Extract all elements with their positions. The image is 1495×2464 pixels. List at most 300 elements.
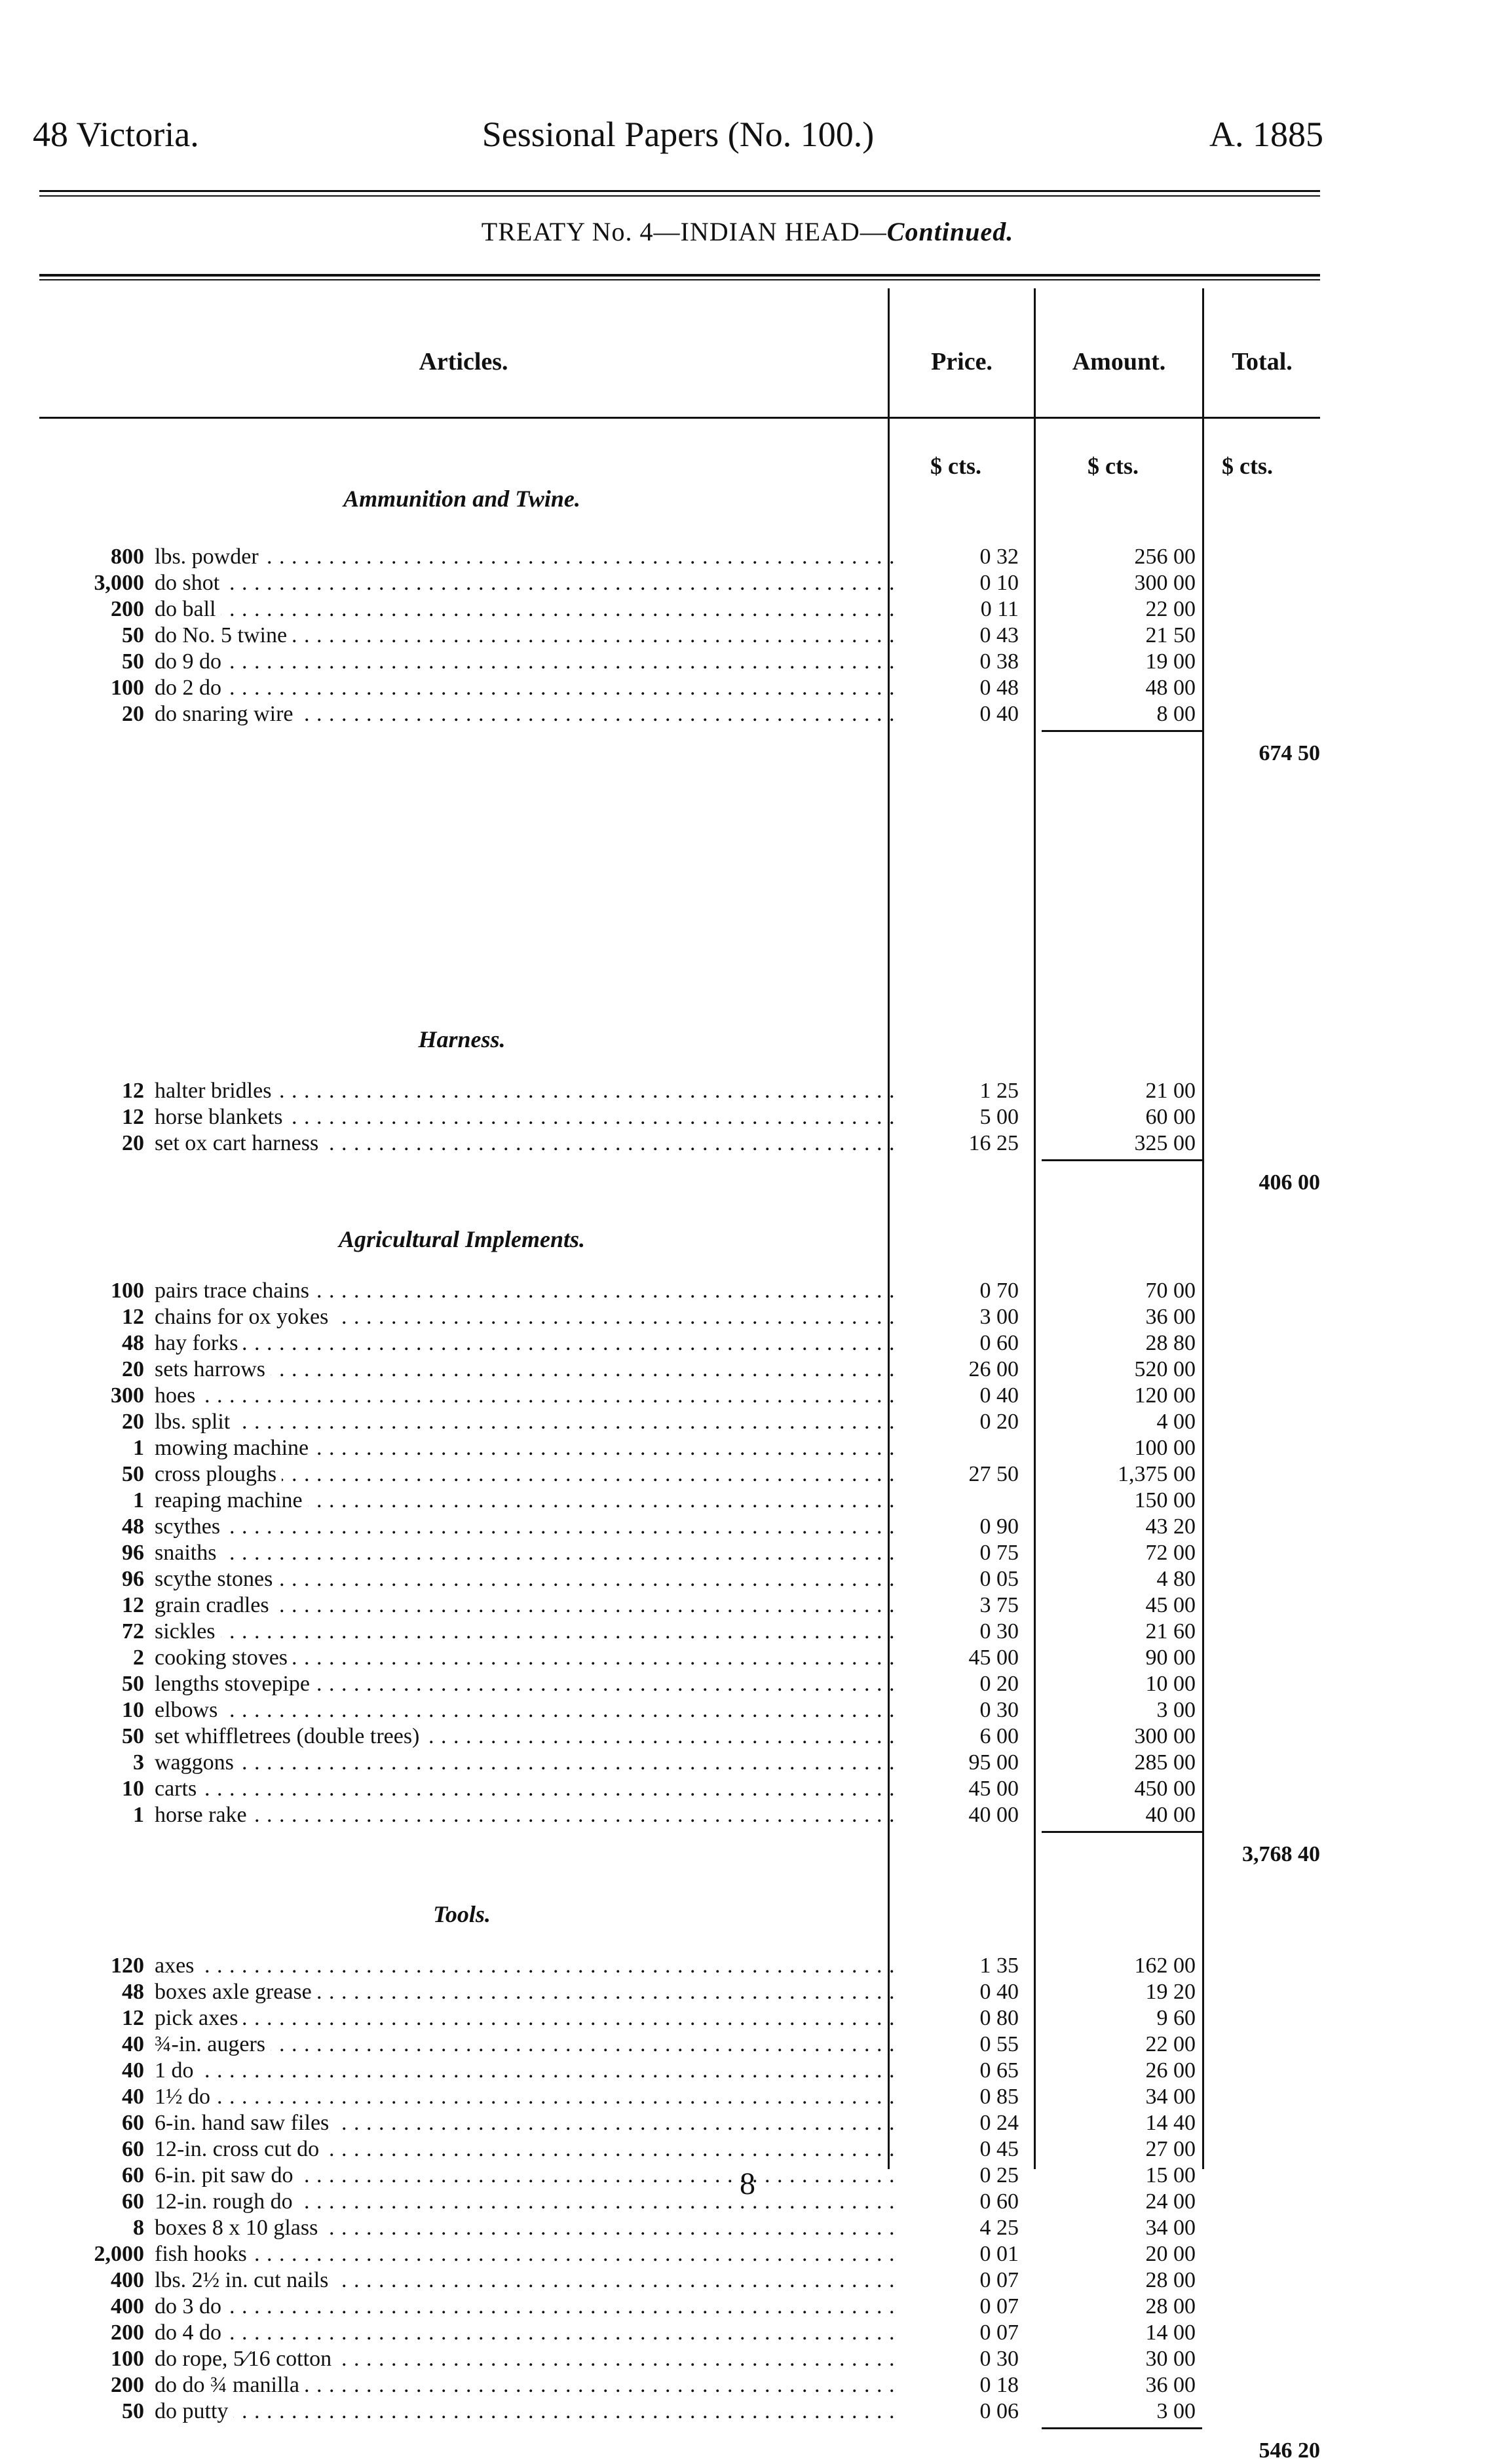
row-description: [155, 701, 898, 727]
row-description: [155, 2215, 898, 2241]
row-description-text: pairs trace chains: [155, 1279, 314, 1303]
row-amount: 10 00: [1145, 1672, 1196, 1696]
table-row: [39, 1802, 1320, 1828]
row-amount: 72 00: [1145, 1541, 1196, 1565]
table-row: [39, 596, 1320, 623]
row-price: 0 45: [979, 2137, 1019, 2161]
row-amount: 24 00: [1145, 2189, 1196, 2214]
row-amount: 60 00: [1145, 1105, 1196, 1129]
row-description: [155, 2267, 898, 2294]
row-quantity: 96: [122, 1541, 144, 1565]
row-price: 0 24: [979, 2111, 1019, 2135]
row-description: [155, 1566, 898, 1592]
row-amount: 28 00: [1145, 2294, 1196, 2319]
row-quantity: 100: [111, 1279, 144, 1303]
row-description-text: do do ¾ manilla: [155, 2373, 305, 2397]
subtotal-rule: [1042, 730, 1202, 732]
section-title: Tools.: [433, 1901, 491, 1927]
table-row: [39, 1383, 1320, 1409]
row-description-text: reaping machine: [155, 1488, 308, 1512]
row-quantity: 100: [111, 676, 144, 700]
row-price: 0 10: [979, 571, 1019, 595]
row-description: [155, 2136, 898, 2163]
row-quantity: 120: [111, 1954, 144, 1978]
row-price: 0 38: [979, 649, 1019, 674]
row-description-text: do 9 do: [155, 649, 227, 674]
row-description: [155, 1671, 898, 1697]
row-description: [155, 1435, 898, 1461]
row-description: [155, 1645, 898, 1671]
table-top-rule: [39, 274, 1320, 277]
row-quantity: 12: [122, 2006, 144, 2030]
table-row: [39, 1461, 1320, 1488]
row-amount: 22 00: [1145, 2032, 1196, 2056]
row-description-text: hoes: [155, 1383, 200, 1408]
row-price: 0 20: [979, 1672, 1019, 1696]
row-quantity: 20: [122, 702, 144, 726]
row-amount: 3 00: [1156, 1698, 1196, 1722]
section-total-row: [39, 741, 1320, 767]
row-price: 27 50: [968, 1462, 1019, 1486]
row-description-text: do ball: [155, 597, 221, 621]
row-description: [155, 1723, 898, 1750]
row-amount: 150 00: [1134, 1488, 1196, 1512]
row-quantity: 200: [111, 2320, 144, 2345]
subtotal-rule: [1042, 1159, 1202, 1161]
row-price: 0 40: [979, 702, 1019, 726]
row-description: [155, 675, 898, 701]
section-total: 406 00: [1258, 1170, 1320, 1195]
row-price: 0 20: [979, 1410, 1019, 1434]
row-description: [155, 1619, 898, 1645]
row-description: [155, 2110, 898, 2136]
table-row: [39, 570, 1320, 596]
row-description: [155, 544, 898, 570]
row-description-text: grain cradles: [155, 1593, 274, 1617]
supplies-table: [39, 288, 1320, 2463]
row-amount: 28 80: [1145, 1331, 1196, 1355]
row-amount: 9 60: [1156, 2006, 1196, 2030]
table-row: [39, 1953, 1320, 1979]
subtitle-main: TREATY No. 4—INDIAN HEAD—: [481, 217, 887, 246]
row-description-text: elbows: [155, 1698, 223, 1722]
row-price: 16 25: [968, 1131, 1019, 1155]
row-amount: 21 60: [1145, 1619, 1196, 1644]
amount-units: $ cts.: [1088, 453, 1139, 479]
row-price: 6 00: [979, 1724, 1019, 1748]
row-quantity: 200: [111, 597, 144, 621]
section-title: Agricultural Implements.: [338, 1226, 586, 1252]
table-row: [39, 544, 1320, 570]
row-description: [155, 2031, 898, 2058]
table-top-rule-thin: [39, 279, 1320, 280]
row-description-text: do 3 do: [155, 2294, 227, 2319]
row-description: [155, 2241, 898, 2267]
subtotal-rule: [1042, 1831, 1202, 1833]
section-total: 546 20: [1258, 2438, 1320, 2463]
row-quantity: 12: [122, 1305, 144, 1329]
row-quantity: 60: [122, 2137, 144, 2161]
row-quantity: 2,000: [94, 2242, 144, 2266]
row-quantity: 50: [122, 2399, 144, 2423]
table-row: [39, 1104, 1320, 1130]
row-description: [155, 1514, 898, 1540]
row-description: [155, 1330, 898, 1357]
row-amount: 256 00: [1134, 545, 1196, 569]
table-row: [39, 1488, 1320, 1514]
row-description: [155, 1979, 898, 2005]
table-row: [39, 649, 1320, 675]
row-amount: 90 00: [1145, 1646, 1196, 1670]
row-description-text: pick axes: [155, 2006, 243, 2030]
row-amount: 30 00: [1145, 2347, 1196, 2371]
row-quantity: 20: [122, 1131, 144, 1155]
row-price: 0 25: [979, 2163, 1019, 2187]
table-row: [39, 2084, 1320, 2110]
table-row: [39, 1304, 1320, 1330]
row-description-text: mowing machine: [155, 1436, 314, 1460]
table-row: [39, 1278, 1320, 1304]
row-price: 0 07: [979, 2320, 1019, 2345]
row-amount: 520 00: [1134, 1357, 1196, 1381]
table-row: [39, 2215, 1320, 2241]
header-center: Sessional Papers (No. 100.): [482, 115, 875, 154]
row-description-text: snaiths: [155, 1541, 221, 1565]
row-description: [155, 1697, 898, 1723]
row-quantity: 200: [111, 2373, 144, 2397]
row-amount: 162 00: [1134, 1954, 1196, 1978]
row-price: 0 18: [979, 2373, 1019, 2397]
row-price: 0 30: [979, 1619, 1019, 1644]
row-price: 0 75: [979, 1541, 1019, 1565]
row-price: 0 48: [979, 676, 1019, 700]
header-underline: [39, 417, 1320, 419]
row-description-text: cross ploughs: [155, 1462, 282, 1486]
section-title: Harness.: [418, 1026, 506, 1052]
section-total-row: [39, 1170, 1320, 1196]
row-quantity: 50: [122, 623, 144, 647]
row-description-text: do No. 5 twine: [155, 623, 292, 647]
row-quantity: 100: [111, 2347, 144, 2371]
row-description-text: do putty: [155, 2399, 233, 2423]
row-amount: 36 00: [1145, 2373, 1196, 2397]
row-description: [155, 649, 898, 675]
row-description: [155, 1953, 898, 1979]
row-price: 3 75: [979, 1593, 1019, 1617]
row-price: 1 25: [979, 1079, 1019, 1103]
header-rule-thin: [39, 195, 1320, 197]
row-quantity: 10: [122, 1777, 144, 1801]
row-quantity: 1: [133, 1436, 144, 1460]
row-description: [155, 2058, 898, 2084]
row-amount: 34 00: [1145, 2085, 1196, 2109]
row-quantity: 800: [111, 545, 144, 569]
row-description-text: boxes 8 x 10 glass: [155, 2216, 323, 2240]
row-quantity: 10: [122, 1698, 144, 1722]
table-row: [39, 2136, 1320, 2163]
header-right: A. 1885: [1209, 115, 1323, 154]
col-header-articles: Articles.: [419, 348, 508, 375]
row-price: 0 05: [979, 1567, 1019, 1591]
row-price: 0 07: [979, 2294, 1019, 2319]
row-amount: 14 00: [1145, 2320, 1196, 2345]
row-description-text: lbs. split: [155, 1410, 235, 1434]
row-quantity: 50: [122, 1672, 144, 1696]
row-amount: 4 00: [1156, 1410, 1196, 1434]
row-description: [155, 1104, 898, 1130]
row-price: 0 06: [979, 2399, 1019, 2423]
row-description: [155, 2398, 898, 2425]
row-description: [155, 596, 898, 623]
row-quantity: 8: [133, 2216, 144, 2240]
row-description: [155, 2372, 898, 2398]
row-amount: 19 20: [1145, 1980, 1196, 2004]
row-quantity: 3: [133, 1750, 144, 1775]
table-row: [39, 1130, 1320, 1157]
table-row: [39, 1514, 1320, 1540]
table-row: [39, 2110, 1320, 2136]
row-description: [155, 1776, 898, 1802]
row-amount: 40 00: [1145, 1803, 1196, 1827]
table-row: [39, 2267, 1320, 2294]
row-amount: 450 00: [1134, 1777, 1196, 1801]
row-price: 3 00: [979, 1305, 1019, 1329]
row-amount: 300 00: [1134, 1724, 1196, 1748]
table-row: [39, 1750, 1320, 1776]
row-description-text: scythes: [155, 1514, 225, 1539]
row-quantity: 48: [122, 1514, 144, 1539]
row-price: 0 30: [979, 1698, 1019, 1722]
table-row: [39, 1330, 1320, 1357]
row-quantity: 60: [122, 2111, 144, 2135]
row-price: 0 70: [979, 1279, 1019, 1303]
row-description: [155, 1461, 898, 1488]
row-description-text: 1 do: [155, 2058, 199, 2083]
row-price: 0 43: [979, 623, 1019, 647]
row-description-text: lbs. 2½ in. cut nails: [155, 2268, 333, 2292]
row-amount: 34 00: [1145, 2216, 1196, 2240]
row-description-text: waggons: [155, 1750, 239, 1775]
table-row: [39, 1435, 1320, 1461]
page-header: [33, 105, 1323, 164]
row-quantity: 3,000: [94, 571, 144, 595]
section-total-row: [39, 1841, 1320, 1868]
row-amount: 14 40: [1145, 2111, 1196, 2135]
row-quantity: 48: [122, 1980, 144, 2004]
table-row: [39, 2005, 1320, 2031]
row-quantity: 400: [111, 2268, 144, 2292]
row-amount: 100 00: [1134, 1436, 1196, 1460]
row-description: [155, 2084, 898, 2110]
row-description: [155, 2320, 898, 2346]
row-description: [155, 623, 898, 649]
row-description: [155, 2005, 898, 2031]
row-description-text: sets harrows: [155, 1357, 271, 1381]
row-description-text: boxes axle grease: [155, 1980, 317, 2004]
row-description-text: do 2 do: [155, 676, 227, 700]
table-row: [39, 1645, 1320, 1671]
table-row: [39, 2031, 1320, 2058]
table-row: [39, 2398, 1320, 2425]
row-description-text: do rope, 5⁄16 cotton: [155, 2347, 337, 2371]
row-description: [155, 1304, 898, 1330]
table-row: [39, 1619, 1320, 1645]
row-amount: 300 00: [1134, 571, 1196, 595]
row-description-text: fish hooks: [155, 2242, 252, 2266]
row-quantity: 40: [122, 2032, 144, 2056]
row-description-text: do 4 do: [155, 2320, 227, 2345]
row-price: 0 60: [979, 1331, 1019, 1355]
table-row: [39, 2346, 1320, 2372]
row-description-text: do snaring wire: [155, 702, 299, 726]
row-description-text: carts: [155, 1777, 202, 1801]
row-quantity: 1: [133, 1803, 144, 1827]
row-quantity: 50: [122, 1724, 144, 1748]
row-price: 0 90: [979, 1514, 1019, 1539]
row-price: 95 00: [968, 1750, 1019, 1775]
table-row: [39, 1671, 1320, 1697]
row-amount: 22 00: [1145, 597, 1196, 621]
row-price: 0 40: [979, 1383, 1019, 1408]
table-row: [39, 1776, 1320, 1802]
section-total: 3,768 40: [1242, 1842, 1320, 1866]
table-row: [39, 1357, 1320, 1383]
row-quantity: 48: [122, 1331, 144, 1355]
row-amount: 1,375 00: [1118, 1462, 1196, 1486]
row-amount: 8 00: [1156, 702, 1196, 726]
subtotal-rule: [1042, 2427, 1202, 2429]
row-description-text: set whiffletrees (double trees): [155, 1724, 425, 1748]
row-description: [155, 2346, 898, 2372]
row-description: [155, 1488, 898, 1514]
row-quantity: 20: [122, 1357, 144, 1381]
section-total-row: [39, 2438, 1320, 2464]
row-price: 45 00: [968, 1777, 1019, 1801]
row-description-text: do shot: [155, 571, 225, 595]
row-description-text: hay forks: [155, 1331, 243, 1355]
row-quantity: 50: [122, 1462, 144, 1486]
row-quantity: 300: [111, 1383, 144, 1408]
col-header-price: Price.: [931, 348, 993, 375]
row-quantity: 20: [122, 1410, 144, 1434]
table-row: [39, 2320, 1320, 2346]
table-row: [39, 675, 1320, 701]
row-quantity: 12: [122, 1079, 144, 1103]
row-description-text: 12-in. cross cut do: [155, 2137, 324, 2161]
row-description-text: halter bridles: [155, 1079, 276, 1103]
table-row: [39, 701, 1320, 727]
row-description: [155, 1278, 898, 1304]
row-description-text: set ox cart harness: [155, 1131, 324, 1155]
row-quantity: 400: [111, 2294, 144, 2319]
row-description-text: axes: [155, 1954, 199, 1978]
row-description-text: 6-in. hand saw files: [155, 2111, 334, 2135]
row-price: 4 25: [979, 2216, 1019, 2240]
row-description-text: scythe stones: [155, 1567, 278, 1591]
row-amount: 21 00: [1145, 1079, 1196, 1103]
row-amount: 4 80: [1156, 1567, 1196, 1591]
table-row: [39, 1979, 1320, 2005]
row-amount: 19 00: [1145, 649, 1196, 674]
section-title: Ammunition and Twine.: [343, 486, 580, 512]
row-amount: 28 00: [1145, 2268, 1196, 2292]
row-price: 0 11: [980, 597, 1019, 621]
row-description: [155, 1130, 898, 1157]
row-description: [155, 570, 898, 596]
row-price: 26 00: [968, 1357, 1019, 1381]
price-units: $ cts.: [930, 453, 981, 479]
table-row: [39, 1592, 1320, 1619]
row-description: [155, 1078, 898, 1104]
total-units: $ cts.: [1222, 453, 1273, 479]
header-rule: [39, 190, 1320, 192]
table-subtitle: [0, 216, 1495, 247]
row-amount: 20 00: [1145, 2242, 1196, 2266]
row-quantity: 40: [122, 2058, 144, 2083]
row-description: [155, 1802, 898, 1828]
page-number: 8: [740, 2166, 755, 2201]
table-row: [39, 1697, 1320, 1723]
row-description-text: lengths stovepipe: [155, 1672, 315, 1696]
row-description: [155, 1357, 898, 1383]
row-amount: 3 00: [1156, 2399, 1196, 2423]
table-row: [39, 2372, 1320, 2398]
row-description: [155, 1750, 898, 1776]
row-price: 45 00: [968, 1646, 1019, 1670]
row-quantity: 12: [122, 1593, 144, 1617]
row-description: [155, 2294, 898, 2320]
table-row: [39, 2294, 1320, 2320]
row-price: 0 07: [979, 2268, 1019, 2292]
row-amount: 285 00: [1134, 1750, 1196, 1775]
row-price: 5 00: [979, 1105, 1019, 1129]
table-row: [39, 2058, 1320, 2084]
table-row: [39, 2241, 1320, 2267]
row-description-text: chains for ox yokes: [155, 1305, 333, 1329]
row-quantity: 60: [122, 2189, 144, 2214]
row-description-text: lbs. powder: [155, 545, 264, 569]
table-row: [39, 1409, 1320, 1435]
row-amount: 70 00: [1145, 1279, 1196, 1303]
row-price: 0 01: [979, 2242, 1019, 2266]
row-description-text: 6-in. pit saw do: [155, 2163, 299, 2187]
row-description-text: 1½ do: [155, 2085, 216, 2109]
row-amount: 27 00: [1145, 2137, 1196, 2161]
row-amount: 21 50: [1145, 623, 1196, 647]
row-amount: 36 00: [1145, 1305, 1196, 1329]
row-description-text: horse rake: [155, 1803, 252, 1827]
table-row: [39, 1540, 1320, 1566]
table-row: [39, 1723, 1320, 1750]
row-quantity: 72: [122, 1619, 144, 1644]
row-description-text: ¾-in. augers: [155, 2032, 271, 2056]
row-price: 1 35: [979, 1954, 1019, 1978]
header-left: 48 Victoria.: [33, 115, 199, 154]
row-amount: 45 00: [1145, 1593, 1196, 1617]
row-amount: 120 00: [1134, 1383, 1196, 1408]
row-description-text: sickles: [155, 1619, 221, 1644]
row-description-text: 12-in. rough do: [155, 2189, 298, 2214]
row-price: 0 55: [979, 2032, 1019, 2056]
col-header-total: Total.: [1232, 348, 1293, 375]
row-amount: 48 00: [1145, 676, 1196, 700]
table-row: [39, 623, 1320, 649]
subtitle-suffix: Continued.: [886, 217, 1014, 246]
row-price: 0 80: [979, 2006, 1019, 2030]
row-price: 0 30: [979, 2347, 1019, 2371]
row-quantity: 96: [122, 1567, 144, 1591]
row-description-text: horse blankets: [155, 1105, 288, 1129]
